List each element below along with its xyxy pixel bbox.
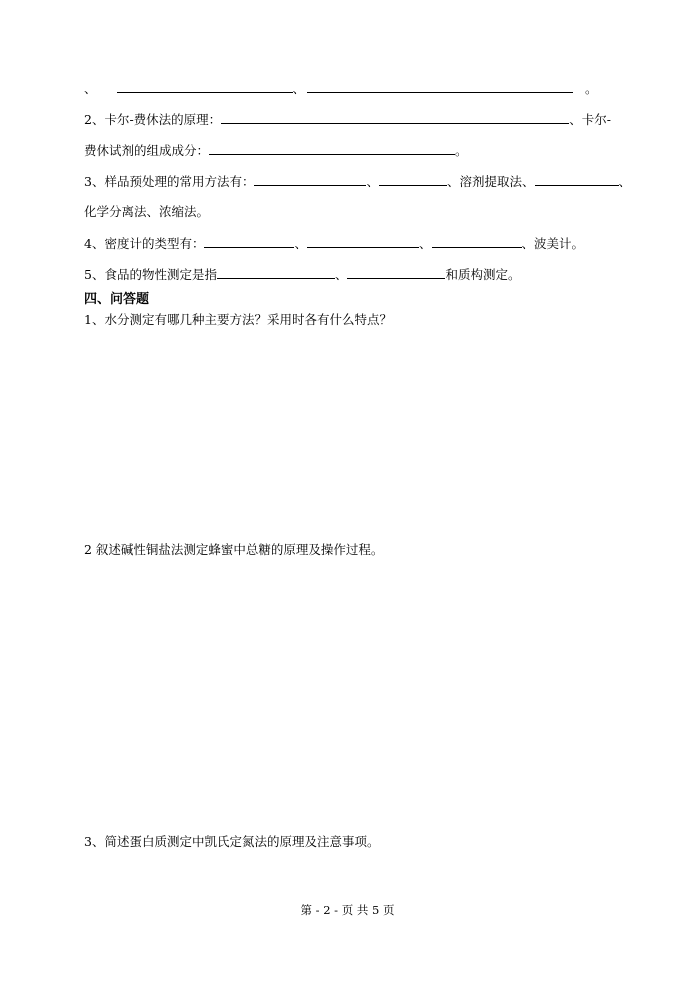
answer-blank[interactable] bbox=[217, 266, 335, 279]
question-text: 4、密度计的类型有： bbox=[84, 236, 205, 251]
question-text: 、波美计。 bbox=[521, 236, 585, 251]
question-text: 5、食品的物性测定是指 bbox=[84, 267, 217, 282]
answer-blank[interactable] bbox=[204, 235, 294, 248]
qa-question-1: 1、水分测定有哪几种主要方法？采用时各有什么特点？ bbox=[84, 312, 392, 327]
answer-blank[interactable] bbox=[347, 266, 445, 279]
question-2-line-2 bbox=[84, 142, 468, 159]
answer-blank[interactable] bbox=[535, 173, 619, 186]
answer-blank[interactable] bbox=[221, 111, 569, 124]
separator: 、 bbox=[334, 267, 348, 282]
question-3-line-1 bbox=[84, 173, 631, 190]
question-text: 和质构测定。 bbox=[445, 267, 521, 282]
period: 。 bbox=[455, 143, 468, 158]
question-text: 3、样品预处理的常用方法有： bbox=[84, 174, 255, 189]
separator: 、 bbox=[292, 81, 306, 96]
question-text: 2、卡尔-费休法的原理： bbox=[84, 112, 222, 127]
qa-question-3: 3、简述蛋白质测定中凯氏定氮法的原理及注意事项。 bbox=[84, 834, 380, 849]
fill-line-1 bbox=[84, 80, 598, 97]
question-4-line bbox=[84, 235, 584, 252]
answer-blank[interactable] bbox=[379, 173, 447, 186]
separator: 、 bbox=[418, 236, 432, 251]
answer-blank[interactable] bbox=[307, 80, 573, 93]
page-footer: 第 - 2 - 页 共 5 页 bbox=[300, 903, 395, 917]
separator: 、 bbox=[618, 174, 632, 189]
separator: 、 bbox=[294, 236, 307, 251]
answer-blank[interactable] bbox=[307, 235, 419, 248]
answer-blank[interactable] bbox=[117, 80, 293, 93]
question-5-line bbox=[84, 266, 521, 283]
question-text: 、溶剂提取法、 bbox=[446, 174, 535, 189]
section-title: 四、问答题 bbox=[84, 292, 150, 307]
question-text: 费休试剂的组成成分： bbox=[84, 143, 210, 158]
answer-blank[interactable] bbox=[254, 173, 366, 186]
answer-blank[interactable] bbox=[209, 142, 455, 155]
separator: 、 bbox=[366, 174, 379, 189]
separator: 、 bbox=[84, 81, 97, 96]
qa-question-2: 2 叙述碱性铜盐法测定蜂蜜中总糖的原理及操作过程。 bbox=[84, 542, 384, 557]
question-2-line-1 bbox=[84, 111, 611, 128]
period: 。 bbox=[585, 81, 598, 96]
question-text: 、卡尔- bbox=[569, 112, 611, 127]
question-text: 化学分离法、浓缩法。 bbox=[84, 204, 210, 219]
question-3-line-2 bbox=[84, 204, 209, 220]
answer-blank[interactable] bbox=[432, 235, 522, 248]
